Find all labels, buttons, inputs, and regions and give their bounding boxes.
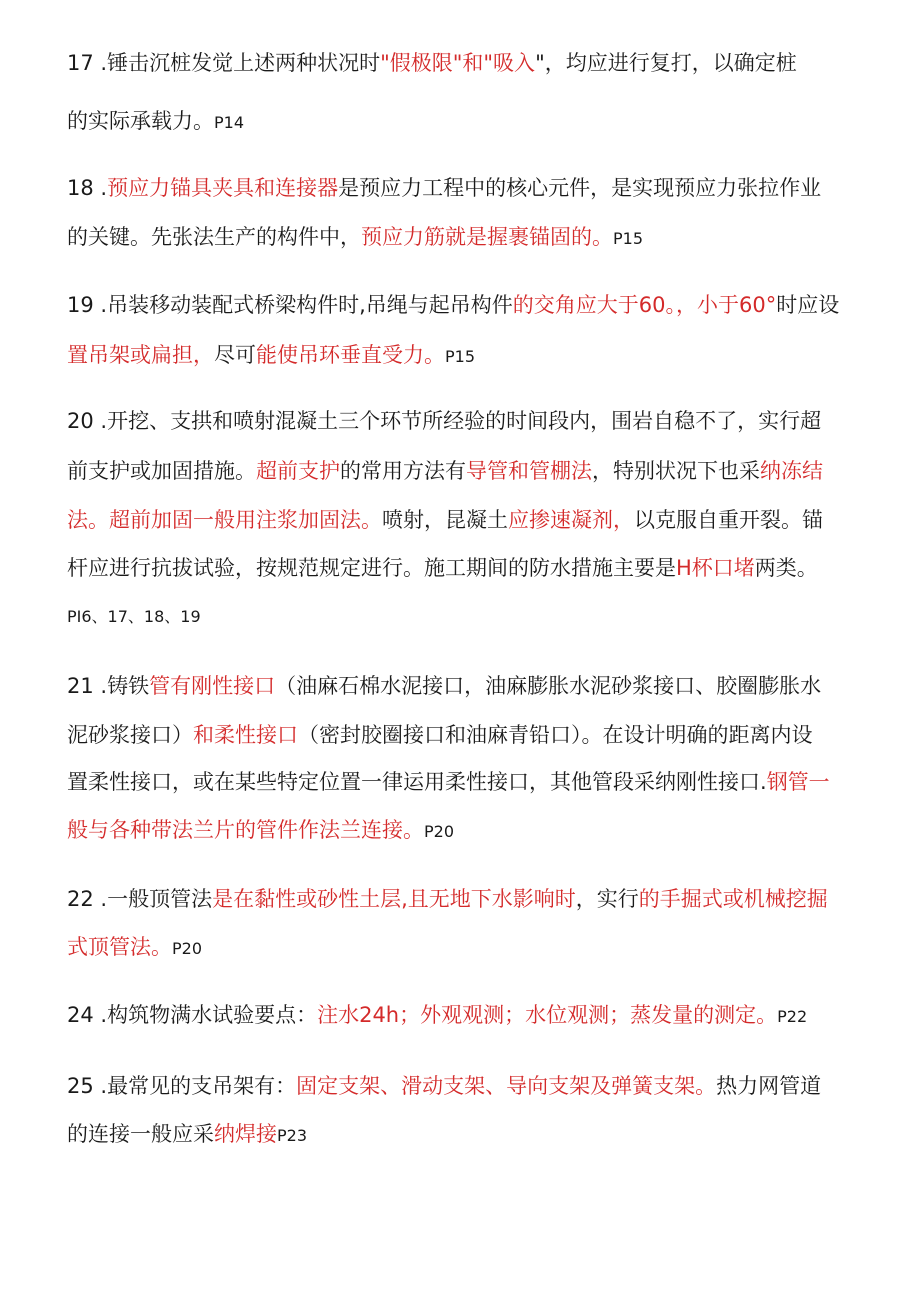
- body-text: 两类。: [754, 556, 818, 580]
- text-line: [67, 553, 818, 583]
- highlighted-text: 纳冻结: [760, 459, 823, 483]
- body-text: 置柔性接口，或在某些特定位置一律运用柔性接口，其他管段采纳刚性接口.: [67, 770, 767, 794]
- text-line: [67, 290, 839, 320]
- body-text: ，实行: [575, 887, 639, 911]
- body-text: 杆应进行抗拔试验，按规范规定进行。施工期间的防水措施主要是: [67, 556, 676, 580]
- body-text: P22: [777, 1007, 808, 1026]
- highlighted-text: 的手掘式或机械挖掘: [638, 887, 828, 911]
- text-line: [67, 932, 202, 962]
- body-text: P14: [214, 113, 245, 132]
- body-text: 的实际承载力。: [67, 109, 214, 133]
- text-line: [67, 406, 821, 436]
- text-line: [67, 600, 201, 630]
- body-text: （密封胶圈接口和油麻青铅口）。在设计明确的距离内设: [298, 723, 813, 747]
- highlighted-text: 的交角应大于60。，小于60°: [512, 293, 777, 317]
- highlighted-text: 预应力锚具夹具和连接器: [107, 176, 339, 200]
- body-text: P15: [613, 229, 644, 248]
- highlighted-text: 应掺速凝剂，: [508, 508, 634, 532]
- body-text: 19 .吊装移动装配式桥梁构件时,吊绳与起吊构件: [67, 293, 513, 317]
- body-text: PI6、17、18、19: [67, 607, 201, 626]
- highlighted-text: "假极限"和"吸入: [380, 51, 536, 75]
- highlighted-text: H杯口堵: [676, 556, 755, 580]
- body-text: 以克服自重开裂。锚: [634, 508, 823, 532]
- text-line: [67, 456, 823, 486]
- text-line: [67, 1000, 807, 1030]
- text-line: [67, 815, 454, 845]
- text-line: [67, 884, 828, 914]
- highlighted-text: 固定支架、滑动支架、导向支架及弹簧支架。: [296, 1074, 717, 1098]
- highlighted-text: 式顶管法。: [67, 935, 172, 959]
- text-line: [67, 340, 475, 370]
- body-text: 18 .: [67, 176, 108, 200]
- text-line: [67, 106, 244, 136]
- body-text: 尽可: [214, 343, 256, 367]
- body-text: 泥砂浆接口）: [67, 723, 193, 747]
- text-line: [67, 1119, 307, 1149]
- body-text: ，特别状况下也采: [592, 459, 760, 483]
- highlighted-text: 超前支护: [256, 459, 340, 483]
- highlighted-text: 法。超前加固一般用注浆加固法。: [67, 508, 382, 532]
- body-text: （油麻石棉水泥接口，油麻膨胀水泥砂浆接口、胶圈膨胀水: [275, 674, 822, 698]
- body-text: 前支护或加固措施。: [67, 459, 256, 483]
- text-line: [67, 767, 830, 797]
- text-line: [67, 222, 643, 252]
- body-text: 21 .铸铁: [67, 674, 150, 698]
- highlighted-text: 般与各种带法兰片的管件作法兰连接。: [67, 818, 424, 842]
- body-text: "，均应进行复打，以确定桩: [535, 51, 797, 75]
- body-text: 喷射，昆凝土: [382, 508, 508, 532]
- body-text: 的连接一般应采: [67, 1122, 214, 1146]
- text-line: [67, 173, 821, 203]
- highlighted-text: 注水24h；外观观测；水位观测；蒸发量的测定。: [317, 1003, 778, 1027]
- body-text: 时应设: [776, 293, 840, 317]
- text-line: [67, 720, 813, 750]
- highlighted-text: 能使吊环垂直受力。: [256, 343, 445, 367]
- body-text: 22 .一般顶管法: [67, 887, 213, 911]
- body-text: P23: [277, 1126, 308, 1145]
- body-text: P20: [424, 822, 455, 841]
- highlighted-text: 预应力筋就是握裹锚固的。: [361, 225, 613, 249]
- body-text: 热力网管道: [716, 1074, 822, 1098]
- body-text: 24 .构筑物满水试验要点：: [67, 1003, 318, 1027]
- body-text: 20 .开挖、支拱和喷射混凝土三个环节所经验的时间段内，围岩自稳不了，实行超: [67, 409, 822, 433]
- highlighted-text: 管有刚性接口: [149, 674, 276, 698]
- highlighted-text: 纳焊接: [214, 1122, 277, 1146]
- body-text: 17 .锤击沉桩发觉上述两种状况时: [67, 51, 381, 75]
- text-line: [67, 671, 821, 701]
- highlighted-text: 钢管一: [766, 770, 830, 794]
- body-text: 25 .最常见的支吊架有：: [67, 1074, 297, 1098]
- text-line: [67, 48, 797, 78]
- highlighted-text: 置吊架或扁担，: [67, 343, 214, 367]
- highlighted-text: 导管和管棚法: [466, 459, 592, 483]
- body-text: P20: [172, 939, 203, 958]
- highlighted-text: 是在黏性或砂性土层,且无地下水影响时: [212, 887, 576, 911]
- text-line: [67, 505, 823, 535]
- body-text: 的常用方法有: [340, 459, 466, 483]
- body-text: 的关键。先张法生产的构件中，: [67, 225, 361, 249]
- body-text: P15: [445, 347, 476, 366]
- highlighted-text: 和柔性接口: [193, 723, 298, 747]
- body-text: 是预应力工程中的核心元件，是实现预应力张拉作业: [338, 176, 822, 200]
- text-line: [67, 1071, 821, 1101]
